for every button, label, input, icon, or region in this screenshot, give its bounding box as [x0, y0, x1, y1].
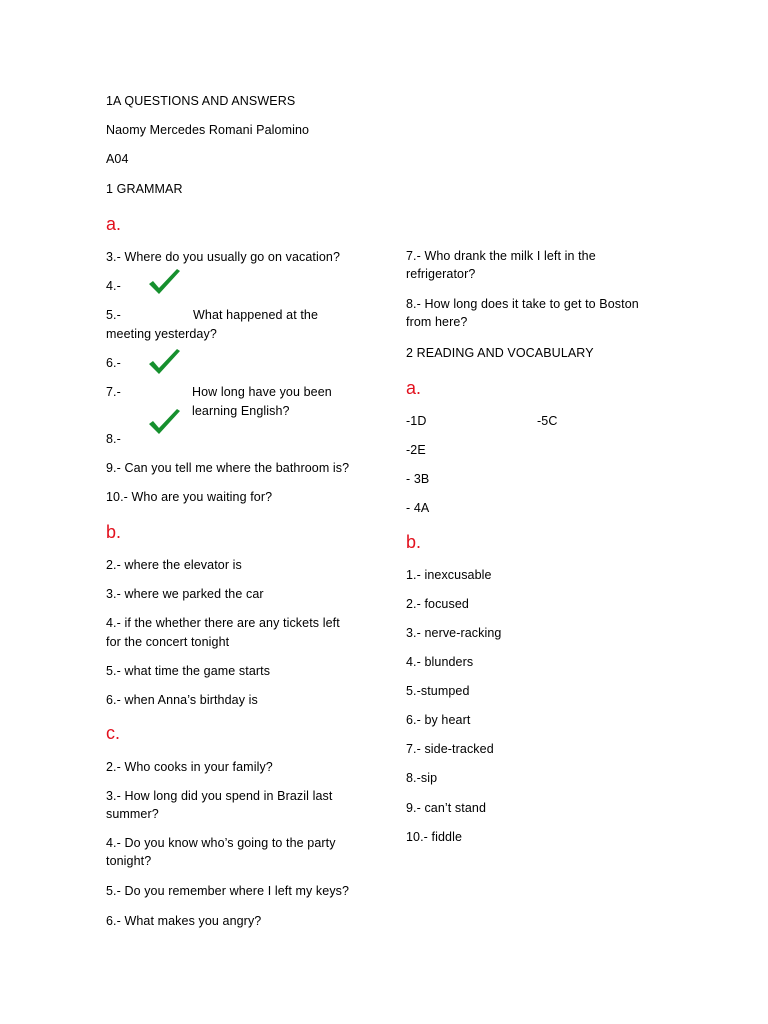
vocabulary-answer: 7.- side-tracked [406, 742, 494, 756]
reading-a-answer: - 4A [406, 501, 430, 515]
checkmark-icon [146, 408, 182, 438]
student-name: Naomy Mercedes Romani Palomino [106, 123, 310, 137]
grammar-a-item-text: What happened at the [193, 308, 319, 322]
grammar-c-item: 2.- Who cooks in your family? [106, 760, 273, 774]
reading-section-a-letter: a. [406, 378, 422, 398]
grammar-a-item-text: How long have you been [192, 385, 332, 399]
grammar-a-item: 5.- [106, 308, 121, 322]
grammar-c-item-continued: summer? [106, 807, 159, 821]
grammar-a-item: 8.- [106, 432, 121, 446]
grammar-c-item-continued: from here? [406, 315, 468, 329]
grammar-c-item: 8.- How long does it take to get to Boston [406, 297, 639, 311]
vocabulary-answer: 10.- fiddle [406, 830, 462, 844]
vocabulary-answer: 3.- nerve-racking [406, 626, 502, 640]
grammar-a-item: 10.- Who are you waiting for? [106, 490, 273, 504]
reading-a-answer: -2E [406, 443, 426, 457]
reading-a-answer: -5C [537, 414, 558, 428]
grammar-a-item: 7.- [106, 385, 121, 399]
grammar-section-c-letter: c. [106, 723, 121, 743]
reading-a-answer: - 3B [406, 472, 430, 486]
vocabulary-answer: 5.-stumped [406, 684, 470, 698]
document-title: 1A QUESTIONS AND ANSWERS [106, 94, 296, 108]
grammar-section-b-letter: b. [106, 522, 122, 542]
grammar-c-item: 5.- Do you remember where I left my keys? [106, 884, 350, 898]
grammar-a-item: 6.- [106, 356, 121, 370]
checkmark-icon [146, 268, 182, 298]
vocabulary-answer: 8.-sip [406, 771, 438, 785]
vocabulary-answer: 4.- blunders [406, 655, 474, 669]
grammar-a-item-text: meeting yesterday? [106, 327, 217, 341]
grammar-a-item: 3.- Where do you usually go on vacation? [106, 250, 340, 264]
vocabulary-answer: 2.- focused [406, 597, 469, 611]
student-code: A04 [106, 152, 129, 166]
grammar-b-item: 4.- if the whether there are any tickets left [106, 616, 340, 630]
grammar-c-item: 3.- How long did you spend in Brazil last [106, 789, 333, 803]
grammar-c-item: 7.- Who drank the milk I left in the [406, 249, 596, 263]
reading-a-answer: -1D [406, 414, 427, 428]
grammar-c-item-continued: refrigerator? [406, 267, 476, 281]
grammar-b-item: 6.- when Anna’s birthday is [106, 693, 258, 707]
reading-section-b-letter: b. [406, 532, 422, 552]
grammar-c-item-continued: tonight? [106, 854, 152, 868]
vocabulary-answer: 1.- inexcusable [406, 568, 492, 582]
vocabulary-answer: 6.- by heart [406, 713, 471, 727]
reading-heading: 2 READING AND VOCABULARY [406, 346, 594, 360]
grammar-c-item: 4.- Do you know who’s going to the party [106, 836, 336, 850]
grammar-section-a-letter: a. [106, 214, 122, 234]
grammar-b-item-continued: for the concert tonight [106, 635, 230, 649]
grammar-a-item: 4.- [106, 279, 121, 293]
grammar-b-item: 2.- where the elevator is [106, 558, 242, 572]
grammar-a-item: 9.- Can you tell me where the bathroom is? [106, 461, 350, 475]
grammar-b-item: 3.- where we parked the car [106, 587, 264, 601]
grammar-heading: 1 GRAMMAR [106, 182, 183, 196]
vocabulary-answer: 9.- can’t stand [406, 801, 487, 815]
checkmark-icon [146, 348, 182, 378]
grammar-c-item: 6.- What makes you angry? [106, 914, 262, 928]
grammar-b-item: 5.- what time the game starts [106, 664, 271, 678]
grammar-a-item-text: learning English? [192, 404, 290, 418]
